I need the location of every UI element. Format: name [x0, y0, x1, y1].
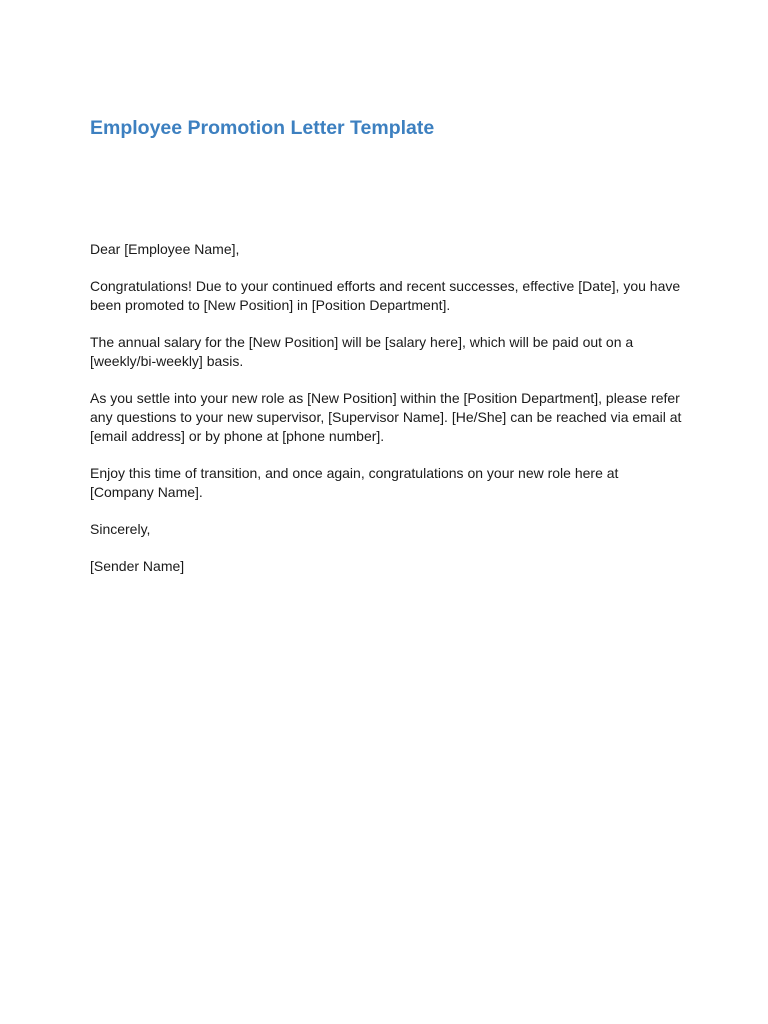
- paragraph-line: [email address] or by phone at [phone number].: [90, 428, 385, 444]
- paragraph-line: As you settle into your new role as [New Position] within the [Position Department], please refer: [90, 390, 680, 406]
- paragraph-line: [weekly/bi-weekly] basis.: [90, 353, 244, 369]
- paragraph-line: [Company Name].: [90, 484, 203, 500]
- paragraph-promotion: [90, 277, 690, 315]
- signature-line: [Sender Name]: [90, 558, 185, 574]
- document-title: Employee Promotion Letter Template: [90, 117, 435, 139]
- paragraph-line: Congratulations! Due to your continued efforts and recent successes, effective [Date], you have: [90, 278, 681, 294]
- greeting-line: Dear [Employee Name],: [90, 241, 240, 257]
- paragraph-supervisor: [90, 389, 690, 446]
- paragraph-line: been promoted to [New Position] in [Position Department].: [90, 297, 451, 313]
- letter-signature: [90, 557, 690, 576]
- paragraph-congratulations: [90, 464, 690, 502]
- paragraph-salary: [90, 333, 690, 371]
- paragraph-line: Enjoy this time of transition, and once again, congratulations on your new role here at: [90, 465, 619, 481]
- paragraph-line: The annual salary for the [New Position] will be [salary here], which will be paid out on a: [90, 334, 634, 350]
- letter-body: [90, 240, 690, 594]
- paragraph-line: any questions to your new supervisor, [Supervisor Name]. [He/She] can be reached via email at: [90, 409, 682, 425]
- letter-greeting: [90, 240, 690, 259]
- letter-closing: [90, 520, 690, 539]
- closing-line: Sincerely,: [90, 521, 151, 537]
